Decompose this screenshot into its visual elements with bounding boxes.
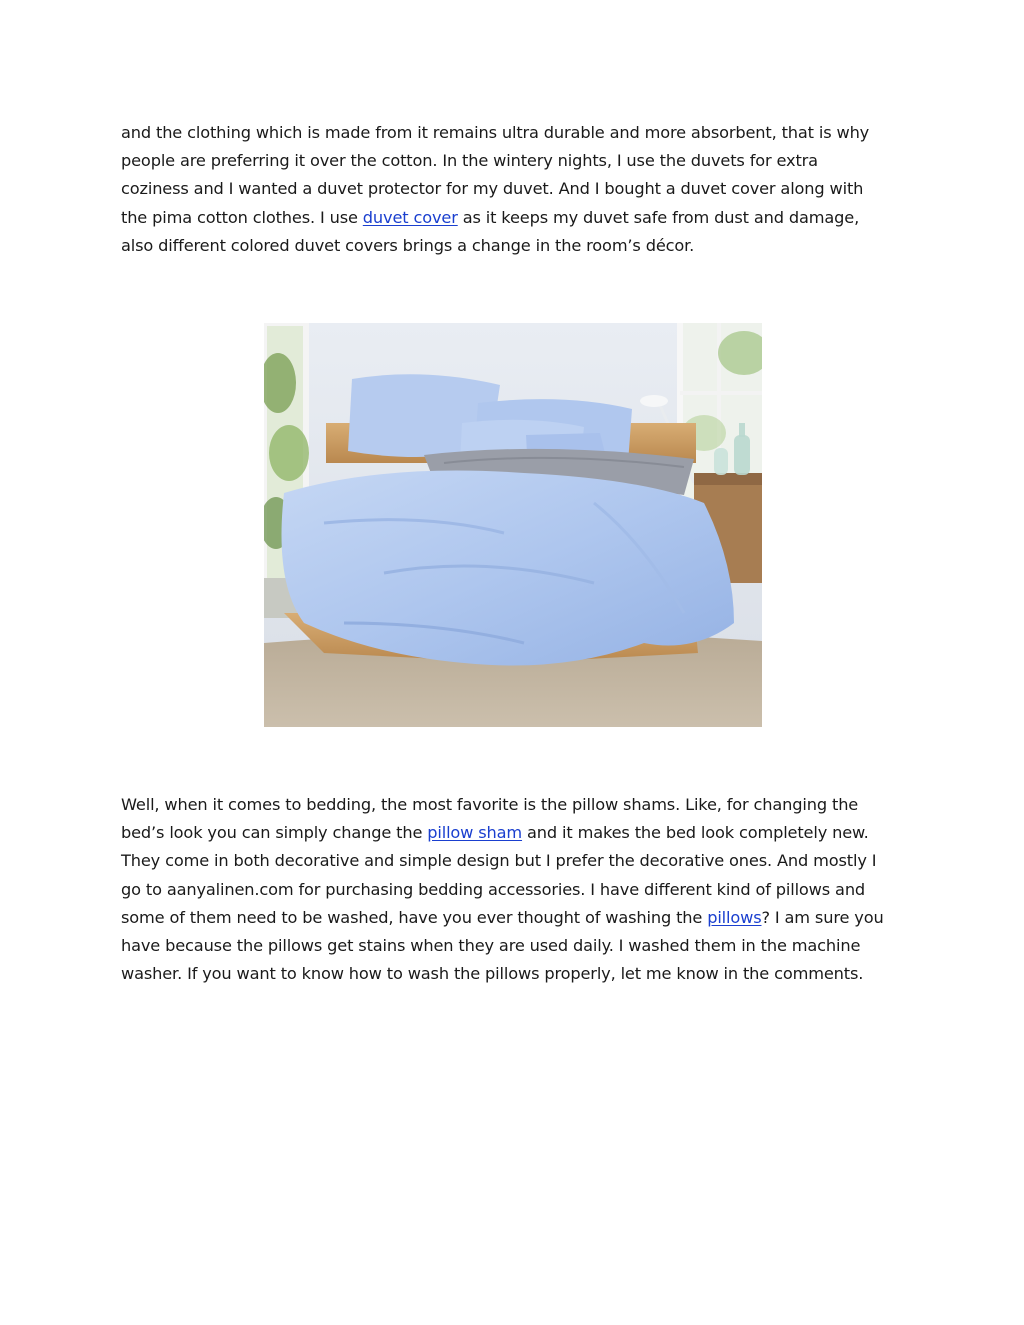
pillow-sham-link[interactable]: pillow sham: [427, 823, 523, 843]
text-line: people are preferring it over the cotton. In the wintery nights, I use the duvets for extra: [121, 151, 818, 171]
text-line: [121, 819, 911, 847]
paragraph-pillow-shams: [121, 791, 911, 988]
text-segment: bed’s look you can simply change the: [121, 823, 428, 843]
text-line: also different colored duvet covers brings a change in the room’s décor.: [121, 235, 695, 255]
text-line: [121, 904, 911, 932]
text-segment: the pima cotton clothes. I use: [121, 207, 363, 227]
text-line: have because the pillows get stains when they are used daily. I washed them in the machine: [121, 936, 861, 956]
bed-photo: [264, 323, 762, 727]
text-line: [121, 204, 911, 232]
text-line: They come in both decorative and simple design but I prefer the decorative ones. And mostly I: [121, 851, 877, 871]
duvet-cover-link[interactable]: duvet cover: [362, 207, 458, 227]
text-line: washer. If you want to know how to wash the pillows properly, let me know in the comments.: [121, 964, 864, 984]
paragraph-duvet-cover: [121, 119, 911, 260]
text-line: coziness and I wanted a duvet protector for my duvet. And I bought a duvet cover along with: [121, 179, 864, 199]
text-line: and the clothing which is made from it remains ultra durable and more absorbent, that is why: [121, 123, 870, 142]
pillows-link[interactable]: pillows: [707, 907, 762, 927]
text-line: go to aanyalinen.com for purchasing bedding accessories. I have different kind of pillows and: [121, 879, 866, 899]
text-segment: ? I am sure you: [761, 907, 884, 927]
text-segment: and it makes the bed look completely new.: [522, 823, 869, 843]
text-segment: some of them need to be washed, have you ever thought of washing the: [121, 907, 708, 927]
text-line: Well, when it comes to bedding, the most favorite is the pillow shams. Like, for changing the: [121, 795, 859, 814]
bed-illustration: [264, 323, 762, 727]
text-segment: as it keeps my duvet safe from dust and damage,: [457, 207, 860, 227]
